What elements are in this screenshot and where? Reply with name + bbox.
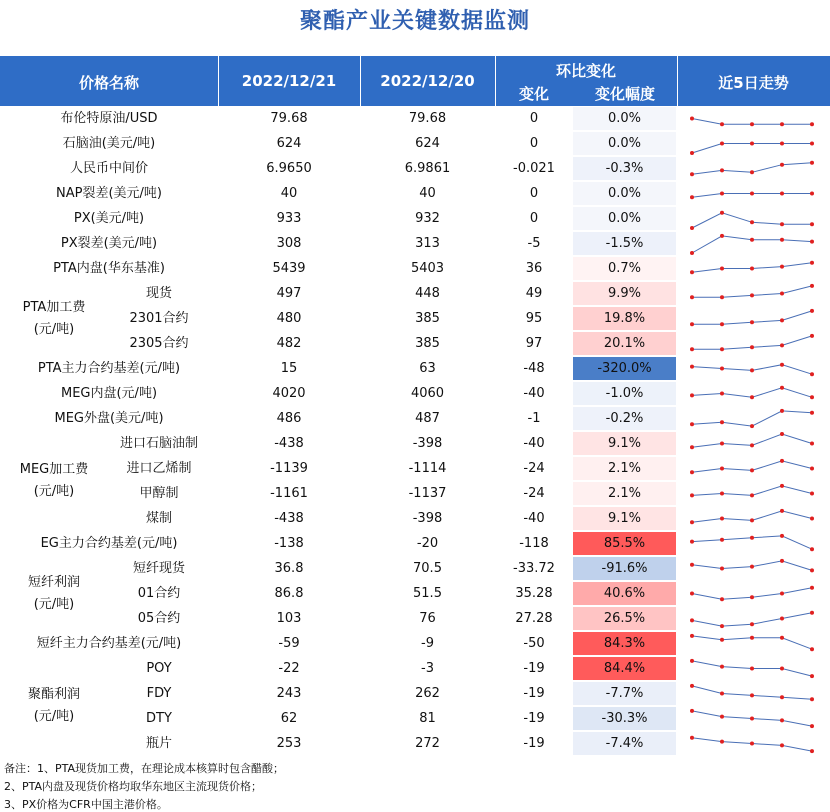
group-label-polyester [4, 684, 104, 728]
value-pct: 9.1% [573, 432, 676, 455]
value-date2: 79.68 [408, 111, 447, 126]
value-date1: 253 [276, 736, 302, 751]
sparkline-point [780, 509, 784, 513]
value-date1: 5439 [272, 261, 306, 276]
value-date2: 385 [415, 311, 440, 326]
value-change: -40 [523, 511, 545, 526]
sparkline-point [780, 292, 784, 296]
sparkline-point [750, 443, 754, 447]
row-name: 石脑油(美元/吨) [62, 136, 156, 151]
sparkline-point [810, 261, 814, 265]
sparkline-point [720, 192, 724, 196]
value-change: -48 [523, 361, 545, 376]
sparkline-point [720, 624, 724, 628]
sparkline-point [750, 693, 754, 697]
sparkline-point [750, 238, 754, 242]
sparkline-point [690, 736, 694, 740]
group-label-pta-fee [4, 297, 104, 341]
sparkline-point [810, 674, 814, 678]
value-date2: 385 [415, 336, 440, 351]
sparkline-point [690, 618, 694, 622]
sparkline-point [810, 611, 814, 615]
sparkline-point [720, 122, 724, 126]
row-name: PX裂差(美元/吨) [60, 236, 158, 251]
sparkline-point [780, 265, 784, 269]
sparkline-point [750, 595, 754, 599]
value-pct: -1.5% [573, 232, 676, 255]
sparkline-column [686, 106, 826, 756]
sparkline-point [780, 743, 784, 747]
sparkline-point [810, 724, 814, 728]
value-change: -19 [523, 736, 545, 751]
sparkline-point [810, 586, 814, 590]
sparkline-point [780, 559, 784, 563]
value-date2: -20 [416, 536, 439, 551]
sparkline-point [810, 697, 814, 701]
sparkline-point [720, 347, 724, 351]
value-change: -1 [527, 411, 541, 426]
value-change: -50 [523, 636, 545, 651]
row-name: PTA内盘(华东基准) [53, 261, 165, 276]
value-pct: 26.5% [573, 607, 676, 630]
row-name: 01合约 [137, 586, 181, 601]
sparkline-point [690, 634, 694, 638]
sparkline-point [810, 492, 814, 496]
value-date1: -22 [278, 661, 300, 676]
sparkline-point [750, 468, 754, 472]
row-name: POY [146, 661, 172, 676]
sparkline-point [810, 467, 814, 471]
sparkline-point [690, 270, 694, 274]
row-name: FDY [146, 686, 172, 701]
sparkline-point [810, 517, 814, 521]
value-date2: 6.9861 [404, 161, 451, 176]
sparkline-point [720, 715, 724, 719]
sparkline-point [720, 142, 724, 146]
group-label-line: 短纤利润 [27, 574, 80, 590]
header-date1: 2022/12/21 [241, 72, 337, 90]
value-pct: 9.9% [573, 282, 676, 305]
sparkline-point [690, 493, 694, 497]
value-pct: -7.7% [573, 682, 676, 705]
sparkline-point [780, 636, 784, 640]
value-pct: -7.4% [573, 732, 676, 755]
value-change: 36 [525, 261, 543, 276]
sparkline-point [750, 122, 754, 126]
value-pct: 20.1% [573, 332, 676, 355]
sparkline-point [750, 170, 754, 174]
sparkline-point [750, 220, 754, 224]
value-pct: 19.8% [573, 307, 676, 330]
sparkline-point [720, 234, 724, 238]
value-date1: -1161 [270, 486, 308, 501]
value-pct: 0.0% [573, 207, 676, 230]
value-date1: 36.8 [274, 561, 304, 576]
value-pct: 2.1% [573, 482, 676, 505]
value-date1: 933 [276, 211, 302, 226]
sparkline-point [810, 334, 814, 338]
value-pct: 0.7% [573, 257, 676, 280]
value-date1: 4020 [272, 386, 306, 401]
value-pct: -1.0% [573, 382, 676, 405]
header-date2: 2022/12/20 [380, 72, 475, 90]
sparkline-point [720, 211, 724, 215]
row-name: MEG内盘(元/吨) [60, 386, 158, 401]
value-date2: 81 [419, 711, 436, 726]
sparkline-point [780, 142, 784, 146]
sparkline-point [720, 665, 724, 669]
value-pct: 0.0% [573, 132, 676, 155]
value-pct: -30.3% [573, 707, 676, 730]
value-date1: -438 [274, 436, 304, 451]
value-date2: 51.5 [413, 586, 442, 601]
value-date2: -9 [421, 636, 434, 651]
value-change: -24 [523, 461, 545, 476]
value-pct: 2.1% [573, 457, 676, 480]
sparkline-point [750, 742, 754, 746]
value-change: -19 [523, 661, 545, 676]
group-label-line: (元/吨) [33, 321, 75, 337]
value-date2: 262 [415, 686, 440, 701]
value-date1: -1139 [270, 461, 308, 476]
sparkline-point [690, 151, 694, 155]
sparkline-point [690, 445, 694, 449]
value-pct: 40.6% [573, 582, 676, 605]
footnote-2: 2、PTA内盘及现货价格均取华东地区主流现货价格； [4, 780, 263, 793]
sparkline-point [690, 520, 694, 524]
value-date1: 15 [280, 361, 298, 376]
value-date2: 313 [415, 236, 440, 251]
sparkline-point [690, 563, 694, 567]
sparkline-point [690, 251, 694, 255]
sparkline-point [810, 192, 814, 196]
value-pct: 85.5% [573, 532, 676, 555]
sparkline-point [720, 420, 724, 424]
row-name: 进口石脑油制 [119, 436, 198, 451]
value-pct: 0.0% [573, 107, 676, 130]
sparkline-point [810, 161, 814, 165]
sparkline-point [690, 117, 694, 121]
row-name: 短纤现货 [132, 561, 185, 576]
sparkline-point [690, 172, 694, 176]
sparkline-point [690, 470, 694, 474]
sparkline-point [810, 411, 814, 415]
row-name: MEG外盘(美元/吨) [54, 411, 164, 426]
row-name: 布伦特原油/USD [60, 111, 158, 126]
sparkline-point [720, 168, 724, 172]
sparkline-point [750, 320, 754, 324]
sparkline-point [750, 142, 754, 146]
sparkline-point [810, 749, 814, 753]
sparkline-point [810, 547, 814, 551]
row-name: 煤制 [145, 511, 172, 526]
group-label-meg-fee [4, 459, 104, 503]
row-name: PX(美元/吨) [73, 211, 145, 226]
sparkline-point [810, 395, 814, 399]
value-date2: -3 [421, 661, 434, 676]
sparkline-point [720, 740, 724, 744]
value-change: 49 [525, 286, 543, 301]
sparkline-point [750, 622, 754, 626]
value-date2: 40 [419, 186, 436, 201]
value-pct: -91.6% [573, 557, 676, 580]
sparkline-point [780, 122, 784, 126]
value-date1: 243 [276, 686, 302, 701]
value-date2: 70.5 [413, 561, 442, 576]
sparkline-point [780, 222, 784, 226]
sparkline-point [690, 540, 694, 544]
value-date1: 40 [280, 186, 298, 201]
value-date1: 497 [276, 286, 302, 301]
table-header [0, 56, 830, 106]
value-date2: 624 [415, 136, 440, 151]
sparkline-point [780, 386, 784, 390]
value-change: -19 [523, 686, 545, 701]
value-change: 27.28 [515, 611, 553, 626]
value-change: 0 [529, 186, 539, 201]
footnote-3: 3、PX价格为CFR中国主港价格。 [4, 798, 168, 811]
row-name: 进口乙烯制 [126, 461, 192, 476]
sparkline-point [720, 492, 724, 496]
sparkline-point [810, 284, 814, 288]
sparkline-point [750, 395, 754, 399]
value-date2: -398 [412, 436, 443, 451]
group-label-line: MEG加工费 [19, 462, 89, 477]
value-date1: 6.9650 [266, 161, 312, 176]
sparkline-point [750, 267, 754, 271]
sparkline-point [690, 659, 694, 663]
value-date2: -398 [412, 511, 443, 526]
sparkline-point [810, 222, 814, 226]
value-date1: -438 [274, 511, 304, 526]
row-name: 短纤主力合约基差(元/吨) [36, 636, 182, 651]
header-name: 价格名称 [78, 74, 139, 92]
value-pct: 84.4% [573, 657, 676, 680]
row-name: EG主力合约基差(元/吨) [40, 536, 178, 551]
sparkline-point [690, 709, 694, 713]
value-change: -118 [519, 536, 549, 551]
sparkline-point [720, 567, 724, 571]
header-group: 环比变化 [555, 62, 616, 80]
footnote-1: 备注：1、PTA现货加工费，在理论成本核算时包含醋酸； [4, 762, 285, 775]
row-name: 2305合约 [129, 336, 189, 351]
sparkline-point [720, 597, 724, 601]
sparkline-point [750, 565, 754, 569]
value-date1: 486 [276, 411, 302, 426]
sparkline-point [750, 636, 754, 640]
value-pct: -0.2% [573, 407, 676, 430]
value-date2: 63 [419, 361, 436, 376]
value-change: 97 [525, 336, 543, 351]
value-change: -40 [523, 386, 545, 401]
group-label-line: 聚酯利润 [27, 687, 80, 702]
sparkline-point [690, 422, 694, 426]
group-label-line: (元/吨) [33, 709, 75, 724]
value-change: 0 [529, 211, 539, 226]
sparkline-point [780, 432, 784, 436]
sparkline-point [810, 309, 814, 313]
sparkline-point [690, 592, 694, 596]
value-pct: -320.0% [573, 357, 676, 380]
page-title: 聚酯产业关键数据监测 [299, 9, 530, 34]
sparkline-point [750, 192, 754, 196]
sparkline-point [720, 467, 724, 471]
sparkline-point [720, 517, 724, 521]
value-date2: -1137 [408, 486, 447, 501]
row-name: 甲醇制 [139, 486, 179, 501]
sparkline-point [720, 295, 724, 299]
value-change: -33.72 [513, 561, 555, 576]
sparkline-point [780, 534, 784, 538]
value-change: -24 [523, 486, 545, 501]
value-date1: 62 [280, 711, 298, 726]
row-name: 05合约 [137, 611, 181, 626]
value-change: 0 [529, 136, 539, 151]
sparkline-point [690, 195, 694, 199]
sparkline-point [690, 322, 694, 326]
header-trend: 近5日走势 [718, 74, 789, 92]
value-change: 0 [529, 111, 539, 126]
row-name: 现货 [145, 286, 172, 301]
value-change: -19 [523, 711, 545, 726]
row-name: NAP裂差(美元/吨) [56, 186, 162, 201]
sparkline-point [720, 692, 724, 696]
value-date1: 79.68 [270, 111, 308, 126]
sparkline-point [780, 592, 784, 596]
sparkline-point [780, 238, 784, 242]
sparkline-point [750, 293, 754, 297]
value-date2: -1114 [408, 461, 447, 476]
row-name: 2301合约 [129, 311, 189, 326]
value-pct: 9.1% [573, 507, 676, 530]
sparkline-point [780, 617, 784, 621]
sparkline-point [750, 518, 754, 522]
sparkline-point [750, 345, 754, 349]
sparkline-point [780, 163, 784, 167]
value-date2: 4060 [410, 386, 445, 401]
header-change: 变化 [518, 85, 549, 103]
value-pct: -0.3% [573, 157, 676, 180]
value-change: -0.021 [513, 161, 555, 176]
group-label-staple [4, 572, 104, 616]
sparkline-point [780, 363, 784, 367]
sparkline-point [780, 667, 784, 671]
value-date2: 932 [415, 211, 440, 226]
sparkline-point [690, 347, 694, 351]
group-label-line: (元/吨) [33, 484, 75, 499]
sparkline-point [780, 484, 784, 488]
sparkline-point [720, 322, 724, 326]
row-name: DTY [146, 711, 172, 726]
sparkline-point [750, 536, 754, 540]
header-pct: 变化幅度 [594, 85, 655, 103]
sparkline-point [810, 240, 814, 244]
sparkline-point [720, 392, 724, 396]
value-change: -40 [523, 436, 545, 451]
value-date1: -59 [278, 636, 300, 651]
sparkline-point [750, 424, 754, 428]
sparkline-point [810, 142, 814, 146]
sparkline-point [720, 538, 724, 542]
sparkline-point [780, 695, 784, 699]
sparkline-point [690, 684, 694, 688]
sparkline-point [720, 638, 724, 642]
value-date2: 487 [415, 411, 440, 426]
sparkline-point [690, 226, 694, 230]
row-name: PTA主力合约基差(元/吨) [37, 361, 181, 376]
row-name: 人民币中间价 [69, 161, 148, 176]
sparkline-point [720, 267, 724, 271]
sparkline-point [720, 442, 724, 446]
group-label-line: (元/吨) [33, 596, 75, 612]
sparkline-point [810, 647, 814, 651]
value-change: 35.28 [515, 586, 553, 601]
value-date2: 272 [415, 736, 440, 751]
sparkline-point [720, 367, 724, 371]
sparkline-point [690, 393, 694, 397]
sparkline-point [780, 718, 784, 722]
value-date1: 624 [276, 136, 302, 151]
sparkline-point [750, 368, 754, 372]
sparkline-point [750, 717, 754, 721]
sparkline-point [780, 318, 784, 322]
value-date2: 5403 [410, 261, 445, 276]
sparkline-point [690, 295, 694, 299]
sparkline-point [780, 192, 784, 196]
sparkline-point [780, 409, 784, 413]
sparkline-point [780, 459, 784, 463]
value-date1: 482 [276, 336, 302, 351]
value-change: -5 [527, 236, 541, 251]
sparkline-point [810, 372, 814, 376]
value-date1: 308 [276, 236, 302, 251]
sparkline-point [810, 442, 814, 446]
row-name: 瓶片 [145, 736, 172, 751]
value-date1: 480 [276, 311, 302, 326]
value-change: 95 [525, 311, 543, 326]
sparkline-point [750, 667, 754, 671]
value-date1: 103 [276, 611, 302, 626]
group-label-line: PTA加工费 [22, 299, 86, 315]
value-date2: 448 [415, 286, 440, 301]
sparkline-point [810, 568, 814, 572]
sparkline-point [690, 365, 694, 369]
value-date1: 86.8 [274, 586, 304, 601]
value-date2: 76 [419, 611, 436, 626]
value-pct: 84.3% [573, 632, 676, 655]
sparkline-point [810, 122, 814, 126]
sparkline-point [750, 493, 754, 497]
sparkline-point [780, 343, 784, 347]
sparkline [692, 411, 812, 426]
value-pct: 0.0% [573, 182, 676, 205]
value-date1: -138 [274, 536, 304, 551]
